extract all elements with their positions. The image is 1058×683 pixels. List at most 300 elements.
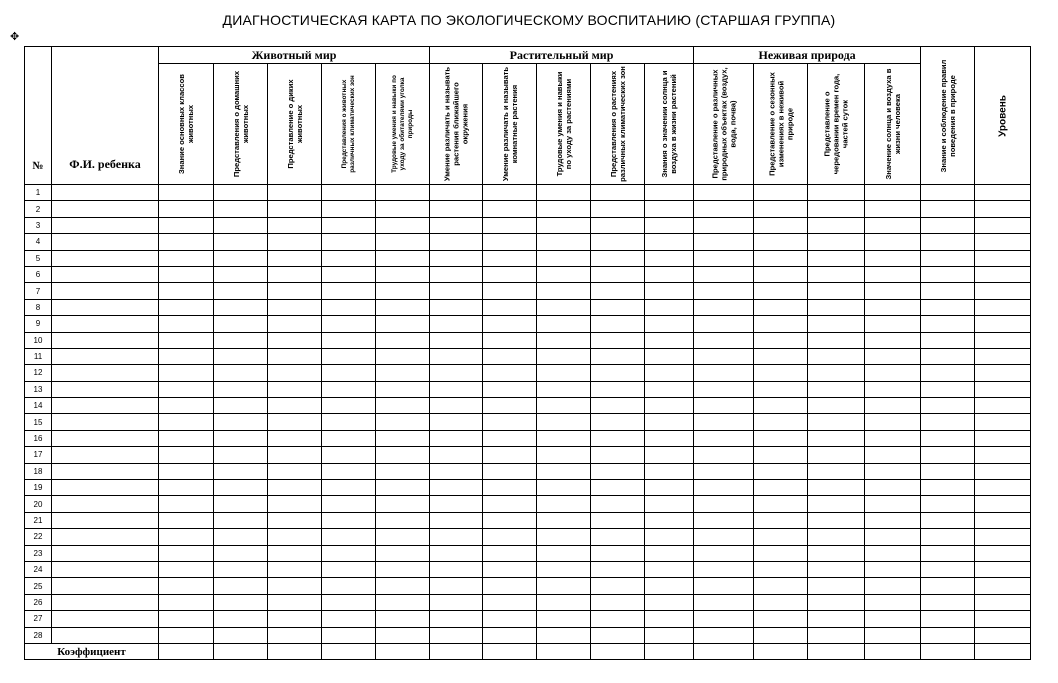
score-cell[interactable] [975, 234, 1031, 250]
score-cell[interactable] [483, 463, 537, 479]
score-cell[interactable] [214, 496, 268, 512]
score-cell[interactable] [376, 365, 430, 381]
coefficient-cell[interactable] [214, 643, 268, 659]
score-cell[interactable] [268, 234, 322, 250]
score-cell[interactable] [376, 348, 430, 364]
score-cell[interactable] [808, 332, 865, 348]
score-cell[interactable] [921, 529, 975, 545]
score-cell[interactable] [322, 627, 376, 643]
score-cell[interactable] [322, 545, 376, 561]
score-cell[interactable] [322, 316, 376, 332]
score-cell[interactable] [376, 332, 430, 348]
child-name-cell[interactable] [52, 398, 159, 414]
score-cell[interactable] [376, 447, 430, 463]
score-cell[interactable] [268, 381, 322, 397]
score-cell[interactable] [268, 201, 322, 217]
score-cell[interactable] [694, 627, 754, 643]
score-cell[interactable] [645, 316, 694, 332]
score-cell[interactable] [430, 627, 483, 643]
score-cell[interactable] [214, 299, 268, 315]
score-cell[interactable] [591, 283, 645, 299]
score-cell[interactable] [159, 266, 214, 282]
score-cell[interactable] [376, 185, 430, 201]
score-cell[interactable] [975, 594, 1031, 610]
score-cell[interactable] [975, 398, 1031, 414]
child-name-cell[interactable] [52, 381, 159, 397]
score-cell[interactable] [214, 365, 268, 381]
score-cell[interactable] [430, 185, 483, 201]
score-cell[interactable] [694, 299, 754, 315]
score-cell[interactable] [808, 299, 865, 315]
score-cell[interactable] [159, 185, 214, 201]
child-name-cell[interactable] [52, 283, 159, 299]
score-cell[interactable] [483, 348, 537, 364]
score-cell[interactable] [975, 447, 1031, 463]
score-cell[interactable] [754, 529, 808, 545]
score-cell[interactable] [591, 578, 645, 594]
score-cell[interactable] [537, 234, 591, 250]
score-cell[interactable] [694, 185, 754, 201]
score-cell[interactable] [159, 316, 214, 332]
score-cell[interactable] [808, 348, 865, 364]
score-cell[interactable] [921, 185, 975, 201]
score-cell[interactable] [645, 234, 694, 250]
score-cell[interactable] [268, 496, 322, 512]
score-cell[interactable] [537, 611, 591, 627]
score-cell[interactable] [537, 365, 591, 381]
score-cell[interactable] [921, 398, 975, 414]
score-cell[interactable] [694, 480, 754, 496]
score-cell[interactable] [591, 627, 645, 643]
score-cell[interactable] [483, 512, 537, 528]
score-cell[interactable] [921, 381, 975, 397]
score-cell[interactable] [159, 299, 214, 315]
score-cell[interactable] [159, 250, 214, 266]
score-cell[interactable] [483, 299, 537, 315]
score-cell[interactable] [865, 447, 921, 463]
score-cell[interactable] [537, 201, 591, 217]
score-cell[interactable] [975, 381, 1031, 397]
score-cell[interactable] [865, 611, 921, 627]
score-cell[interactable] [268, 578, 322, 594]
score-cell[interactable] [754, 299, 808, 315]
score-cell[interactable] [268, 332, 322, 348]
score-cell[interactable] [159, 463, 214, 479]
score-cell[interactable] [159, 201, 214, 217]
score-cell[interactable] [865, 545, 921, 561]
score-cell[interactable] [975, 611, 1031, 627]
score-cell[interactable] [268, 283, 322, 299]
score-cell[interactable] [865, 185, 921, 201]
coefficient-cell[interactable] [268, 643, 322, 659]
score-cell[interactable] [268, 463, 322, 479]
score-cell[interactable] [537, 217, 591, 233]
score-cell[interactable] [975, 365, 1031, 381]
score-cell[interactable] [376, 512, 430, 528]
score-cell[interactable] [808, 496, 865, 512]
score-cell[interactable] [975, 529, 1031, 545]
child-name-cell[interactable] [52, 627, 159, 643]
score-cell[interactable] [214, 332, 268, 348]
score-cell[interactable] [808, 447, 865, 463]
coefficient-cell[interactable] [975, 643, 1031, 659]
score-cell[interactable] [483, 201, 537, 217]
score-cell[interactable] [322, 512, 376, 528]
score-cell[interactable] [694, 250, 754, 266]
score-cell[interactable] [975, 578, 1031, 594]
score-cell[interactable] [921, 480, 975, 496]
child-name-cell[interactable] [52, 365, 159, 381]
score-cell[interactable] [645, 250, 694, 266]
score-cell[interactable] [376, 496, 430, 512]
score-cell[interactable] [537, 348, 591, 364]
coefficient-cell[interactable] [430, 643, 483, 659]
child-name-cell[interactable] [52, 250, 159, 266]
score-cell[interactable] [591, 234, 645, 250]
child-name-cell[interactable] [52, 332, 159, 348]
score-cell[interactable] [694, 414, 754, 430]
score-cell[interactable] [159, 561, 214, 577]
score-cell[interactable] [322, 398, 376, 414]
score-cell[interactable] [268, 185, 322, 201]
score-cell[interactable] [430, 299, 483, 315]
coefficient-cell[interactable] [645, 643, 694, 659]
score-cell[interactable] [865, 627, 921, 643]
score-cell[interactable] [975, 512, 1031, 528]
score-cell[interactable] [159, 611, 214, 627]
score-cell[interactable] [214, 316, 268, 332]
score-cell[interactable] [921, 611, 975, 627]
score-cell[interactable] [645, 463, 694, 479]
score-cell[interactable] [591, 480, 645, 496]
score-cell[interactable] [645, 365, 694, 381]
score-cell[interactable] [645, 447, 694, 463]
score-cell[interactable] [921, 299, 975, 315]
score-cell[interactable] [921, 283, 975, 299]
score-cell[interactable] [430, 398, 483, 414]
score-cell[interactable] [376, 381, 430, 397]
score-cell[interactable] [268, 365, 322, 381]
score-cell[interactable] [268, 480, 322, 496]
score-cell[interactable] [754, 594, 808, 610]
score-cell[interactable] [159, 217, 214, 233]
score-cell[interactable] [808, 512, 865, 528]
score-cell[interactable] [694, 398, 754, 414]
score-cell[interactable] [268, 611, 322, 627]
score-cell[interactable] [754, 545, 808, 561]
score-cell[interactable] [645, 283, 694, 299]
score-cell[interactable] [159, 398, 214, 414]
score-cell[interactable] [921, 578, 975, 594]
score-cell[interactable] [159, 627, 214, 643]
score-cell[interactable] [430, 512, 483, 528]
score-cell[interactable] [808, 185, 865, 201]
score-cell[interactable] [376, 430, 430, 446]
score-cell[interactable] [754, 381, 808, 397]
score-cell[interactable] [754, 217, 808, 233]
score-cell[interactable] [975, 348, 1031, 364]
score-cell[interactable] [921, 365, 975, 381]
score-cell[interactable] [159, 283, 214, 299]
score-cell[interactable] [214, 594, 268, 610]
score-cell[interactable] [376, 463, 430, 479]
score-cell[interactable] [214, 512, 268, 528]
score-cell[interactable] [591, 561, 645, 577]
score-cell[interactable] [975, 201, 1031, 217]
score-cell[interactable] [694, 381, 754, 397]
score-cell[interactable] [808, 365, 865, 381]
score-cell[interactable] [591, 381, 645, 397]
score-cell[interactable] [921, 545, 975, 561]
score-cell[interactable] [754, 398, 808, 414]
score-cell[interactable] [694, 266, 754, 282]
score-cell[interactable] [591, 447, 645, 463]
score-cell[interactable] [591, 463, 645, 479]
score-cell[interactable] [430, 332, 483, 348]
score-cell[interactable] [694, 283, 754, 299]
score-cell[interactable] [322, 594, 376, 610]
score-cell[interactable] [865, 217, 921, 233]
score-cell[interactable] [591, 266, 645, 282]
score-cell[interactable] [591, 414, 645, 430]
score-cell[interactable] [975, 414, 1031, 430]
score-cell[interactable] [430, 529, 483, 545]
score-cell[interactable] [537, 398, 591, 414]
score-cell[interactable] [159, 545, 214, 561]
score-cell[interactable] [921, 348, 975, 364]
score-cell[interactable] [376, 299, 430, 315]
score-cell[interactable] [537, 299, 591, 315]
coefficient-cell[interactable] [921, 643, 975, 659]
score-cell[interactable] [591, 365, 645, 381]
score-cell[interactable] [694, 217, 754, 233]
score-cell[interactable] [808, 266, 865, 282]
score-cell[interactable] [754, 348, 808, 364]
score-cell[interactable] [268, 447, 322, 463]
score-cell[interactable] [268, 398, 322, 414]
move-handle-icon[interactable]: ✥ [10, 31, 20, 43]
score-cell[interactable] [694, 201, 754, 217]
score-cell[interactable] [591, 611, 645, 627]
score-cell[interactable] [268, 430, 322, 446]
score-cell[interactable] [268, 250, 322, 266]
score-cell[interactable] [430, 217, 483, 233]
child-name-cell[interactable] [52, 496, 159, 512]
score-cell[interactable] [268, 529, 322, 545]
score-cell[interactable] [975, 185, 1031, 201]
score-cell[interactable] [865, 332, 921, 348]
score-cell[interactable] [808, 398, 865, 414]
score-cell[interactable] [483, 250, 537, 266]
score-cell[interactable] [268, 512, 322, 528]
score-cell[interactable] [865, 463, 921, 479]
score-cell[interactable] [591, 185, 645, 201]
score-cell[interactable] [537, 447, 591, 463]
score-cell[interactable] [591, 348, 645, 364]
score-cell[interactable] [430, 250, 483, 266]
score-cell[interactable] [430, 266, 483, 282]
score-cell[interactable] [159, 578, 214, 594]
score-cell[interactable] [537, 381, 591, 397]
score-cell[interactable] [694, 512, 754, 528]
score-cell[interactable] [808, 561, 865, 577]
score-cell[interactable] [214, 578, 268, 594]
score-cell[interactable] [645, 561, 694, 577]
coefficient-cell[interactable] [537, 643, 591, 659]
score-cell[interactable] [865, 561, 921, 577]
child-name-cell[interactable] [52, 414, 159, 430]
score-cell[interactable] [159, 381, 214, 397]
score-cell[interactable] [322, 299, 376, 315]
child-name-cell[interactable] [52, 185, 159, 201]
score-cell[interactable] [214, 250, 268, 266]
score-cell[interactable] [808, 611, 865, 627]
child-name-cell[interactable] [52, 529, 159, 545]
child-name-cell[interactable] [52, 545, 159, 561]
score-cell[interactable] [865, 512, 921, 528]
child-name-cell[interactable] [52, 594, 159, 610]
score-cell[interactable] [376, 234, 430, 250]
score-cell[interactable] [865, 234, 921, 250]
score-cell[interactable] [483, 316, 537, 332]
score-cell[interactable] [645, 578, 694, 594]
child-name-cell[interactable] [52, 578, 159, 594]
score-cell[interactable] [268, 414, 322, 430]
score-cell[interactable] [430, 430, 483, 446]
score-cell[interactable] [322, 463, 376, 479]
score-cell[interactable] [159, 447, 214, 463]
score-cell[interactable] [645, 299, 694, 315]
score-cell[interactable] [483, 332, 537, 348]
score-cell[interactable] [214, 627, 268, 643]
score-cell[interactable] [430, 463, 483, 479]
score-cell[interactable] [808, 463, 865, 479]
score-cell[interactable] [975, 299, 1031, 315]
score-cell[interactable] [921, 266, 975, 282]
score-cell[interactable] [754, 185, 808, 201]
score-cell[interactable] [865, 348, 921, 364]
score-cell[interactable] [865, 283, 921, 299]
score-cell[interactable] [921, 594, 975, 610]
score-cell[interactable] [591, 512, 645, 528]
score-cell[interactable] [865, 201, 921, 217]
score-cell[interactable] [645, 332, 694, 348]
score-cell[interactable] [865, 365, 921, 381]
child-name-cell[interactable] [52, 316, 159, 332]
score-cell[interactable] [430, 545, 483, 561]
score-cell[interactable] [430, 611, 483, 627]
child-name-cell[interactable] [52, 201, 159, 217]
score-cell[interactable] [975, 480, 1031, 496]
child-name-cell[interactable] [52, 447, 159, 463]
score-cell[interactable] [268, 217, 322, 233]
score-cell[interactable] [645, 398, 694, 414]
score-cell[interactable] [430, 365, 483, 381]
score-cell[interactable] [921, 332, 975, 348]
score-cell[interactable] [694, 594, 754, 610]
score-cell[interactable] [975, 545, 1031, 561]
score-cell[interactable] [214, 266, 268, 282]
score-cell[interactable] [694, 316, 754, 332]
score-cell[interactable] [483, 234, 537, 250]
score-cell[interactable] [754, 201, 808, 217]
score-cell[interactable] [376, 627, 430, 643]
score-cell[interactable] [376, 217, 430, 233]
score-cell[interactable] [322, 266, 376, 282]
score-cell[interactable] [754, 447, 808, 463]
score-cell[interactable] [322, 217, 376, 233]
score-cell[interactable] [214, 611, 268, 627]
score-cell[interactable] [975, 250, 1031, 266]
score-cell[interactable] [430, 316, 483, 332]
score-cell[interactable] [159, 480, 214, 496]
coefficient-cell[interactable] [754, 643, 808, 659]
score-cell[interactable] [483, 381, 537, 397]
score-cell[interactable] [537, 512, 591, 528]
score-cell[interactable] [537, 430, 591, 446]
score-cell[interactable] [483, 185, 537, 201]
score-cell[interactable] [214, 430, 268, 446]
score-cell[interactable] [214, 414, 268, 430]
score-cell[interactable] [645, 266, 694, 282]
score-cell[interactable] [268, 561, 322, 577]
score-cell[interactable] [865, 299, 921, 315]
child-name-cell[interactable] [52, 463, 159, 479]
score-cell[interactable] [376, 578, 430, 594]
score-cell[interactable] [214, 529, 268, 545]
score-cell[interactable] [159, 414, 214, 430]
score-cell[interactable] [754, 463, 808, 479]
score-cell[interactable] [694, 447, 754, 463]
score-cell[interactable] [645, 201, 694, 217]
coefficient-cell[interactable] [376, 643, 430, 659]
score-cell[interactable] [268, 627, 322, 643]
score-cell[interactable] [214, 561, 268, 577]
score-cell[interactable] [645, 185, 694, 201]
score-cell[interactable] [430, 447, 483, 463]
score-cell[interactable] [808, 627, 865, 643]
score-cell[interactable] [975, 561, 1031, 577]
score-cell[interactable] [376, 201, 430, 217]
score-cell[interactable] [591, 316, 645, 332]
score-cell[interactable] [808, 480, 865, 496]
score-cell[interactable] [537, 496, 591, 512]
score-cell[interactable] [483, 594, 537, 610]
score-cell[interactable] [865, 250, 921, 266]
score-cell[interactable] [754, 578, 808, 594]
score-cell[interactable] [322, 414, 376, 430]
score-cell[interactable] [645, 217, 694, 233]
score-cell[interactable] [537, 627, 591, 643]
score-cell[interactable] [214, 545, 268, 561]
score-cell[interactable] [975, 217, 1031, 233]
child-name-cell[interactable] [52, 480, 159, 496]
score-cell[interactable] [754, 283, 808, 299]
child-name-cell[interactable] [52, 217, 159, 233]
score-cell[interactable] [694, 529, 754, 545]
coefficient-cell[interactable] [159, 643, 214, 659]
score-cell[interactable] [694, 496, 754, 512]
score-cell[interactable] [159, 594, 214, 610]
score-cell[interactable] [376, 266, 430, 282]
score-cell[interactable] [430, 414, 483, 430]
score-cell[interactable] [808, 316, 865, 332]
score-cell[interactable] [808, 545, 865, 561]
score-cell[interactable] [975, 266, 1031, 282]
score-cell[interactable] [159, 512, 214, 528]
score-cell[interactable] [591, 398, 645, 414]
score-cell[interactable] [483, 447, 537, 463]
